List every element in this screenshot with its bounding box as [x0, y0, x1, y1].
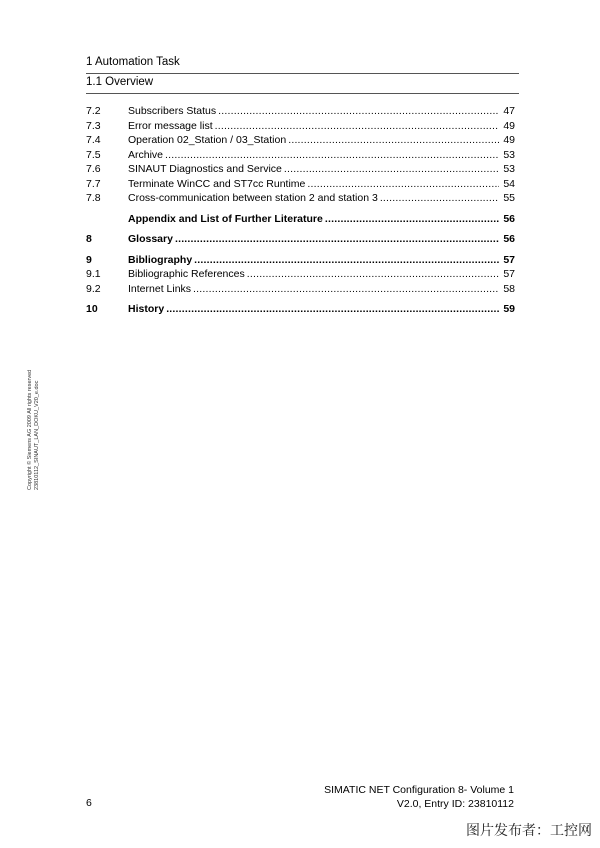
toc-entry-page: 55	[503, 192, 515, 204]
toc-entry[interactable]	[86, 148, 515, 163]
toc-leader-dots	[166, 302, 499, 317]
section-divider	[86, 93, 519, 94]
toc-entry-page: 54	[503, 177, 515, 190]
toc-entry-title: Bibliography	[128, 253, 193, 266]
toc-entry[interactable]	[86, 212, 515, 227]
footer-version: V2.0, Entry ID: 23810112	[396, 797, 514, 810]
toc-entry-title: Subscribers Status	[128, 105, 217, 117]
toc-entry-number: 7.3	[86, 119, 101, 132]
footer-doc-title: SIMATIC NET Configuration 8- Volume 1	[324, 784, 514, 796]
toc-entry-page: 47	[503, 105, 515, 117]
toc-entry-title: Error message list	[128, 119, 213, 132]
copyright-sidebar	[27, 370, 41, 490]
header-divider	[86, 73, 519, 74]
toc-entry[interactable]	[86, 133, 515, 148]
toc-entry-page: 53	[503, 148, 515, 161]
toc-leader-dots	[218, 104, 499, 119]
toc-entry-page: 53	[503, 163, 515, 175]
toc-entry-number: 8	[86, 233, 92, 245]
toc-entry-page: 58	[503, 282, 515, 295]
toc-entry-page: 56	[503, 212, 515, 225]
toc-entry-title: Internet Links	[128, 282, 192, 295]
toc-entry[interactable]	[86, 119, 515, 134]
watermark: 图片发布者：工控网	[466, 823, 592, 839]
toc-entry-page: 57	[503, 268, 515, 280]
toc-entry-title: Appendix and List of Further Literature	[128, 212, 323, 225]
copyright-line: Copyright © Siemens AG 2009 All rights reserved	[27, 369, 33, 490]
toc-entry[interactable]	[86, 302, 515, 317]
toc-entry-number: 9.2	[86, 282, 101, 295]
chapter-header: 1 Automation Task	[86, 56, 180, 68]
page-number: 6	[86, 797, 92, 809]
toc-leader-dots	[194, 253, 499, 268]
toc-entry[interactable]	[86, 282, 515, 297]
toc-entry-number: 7.8	[86, 192, 101, 204]
toc-entry-number: 7.5	[86, 148, 101, 161]
toc-entry-title: Bibliographic References	[128, 268, 245, 280]
section-header: 1.1 Overview	[86, 76, 154, 88]
footer-doc-info	[324, 784, 514, 811]
toc-entry-title: Archive	[128, 148, 164, 161]
toc-entry-page: 56	[503, 233, 515, 245]
toc-entry-number: 7.2	[86, 105, 101, 117]
toc-leader-dots	[247, 267, 499, 282]
document-filename: 23810112_SINAUT_LAN_DOKU_V20_e.doc	[34, 380, 40, 490]
toc-entry-page: 49	[503, 119, 515, 132]
toc-entry-number: 7.6	[86, 163, 101, 175]
toc-entry[interactable]	[86, 104, 515, 119]
toc-entry-page: 49	[503, 134, 515, 146]
toc-leader-dots	[175, 232, 499, 247]
toc-entry-page: 59	[503, 303, 515, 315]
toc-entry-number: 9	[86, 253, 92, 266]
toc-entry[interactable]	[86, 162, 515, 177]
toc-entry[interactable]	[86, 191, 515, 206]
toc-entry-title: Cross-communication between station 2 and station 3	[128, 192, 378, 204]
toc-entry-number: 7.4	[86, 134, 101, 146]
toc-leader-dots	[215, 119, 499, 134]
toc-leader-dots	[284, 162, 499, 177]
toc-leader-dots	[193, 282, 499, 297]
toc-entry-number: 7.7	[86, 177, 101, 190]
toc-leader-dots	[165, 148, 499, 163]
toc-entry[interactable]	[86, 177, 515, 192]
toc-entry-number: 10	[86, 303, 98, 315]
toc-entry[interactable]	[86, 232, 515, 247]
toc-leader-dots	[307, 177, 499, 192]
toc-leader-dots	[380, 191, 499, 206]
toc-entry-page: 57	[503, 253, 515, 266]
toc-entry-title: Terminate WinCC and ST7cc Runtime	[128, 177, 306, 190]
toc-entry-number: 9.1	[86, 268, 101, 280]
toc-leader-dots	[288, 133, 499, 148]
toc-leader-dots	[325, 212, 499, 227]
toc-entry-title: Glossary	[128, 233, 173, 245]
table-of-contents	[86, 104, 515, 317]
toc-entry[interactable]	[86, 253, 515, 268]
toc-entry-title: SINAUT Diagnostics and Service	[128, 163, 282, 175]
toc-entry-title: History	[128, 303, 165, 315]
toc-entry[interactable]	[86, 267, 515, 282]
toc-entry-title: Operation 02_Station / 03_Station	[128, 134, 287, 146]
